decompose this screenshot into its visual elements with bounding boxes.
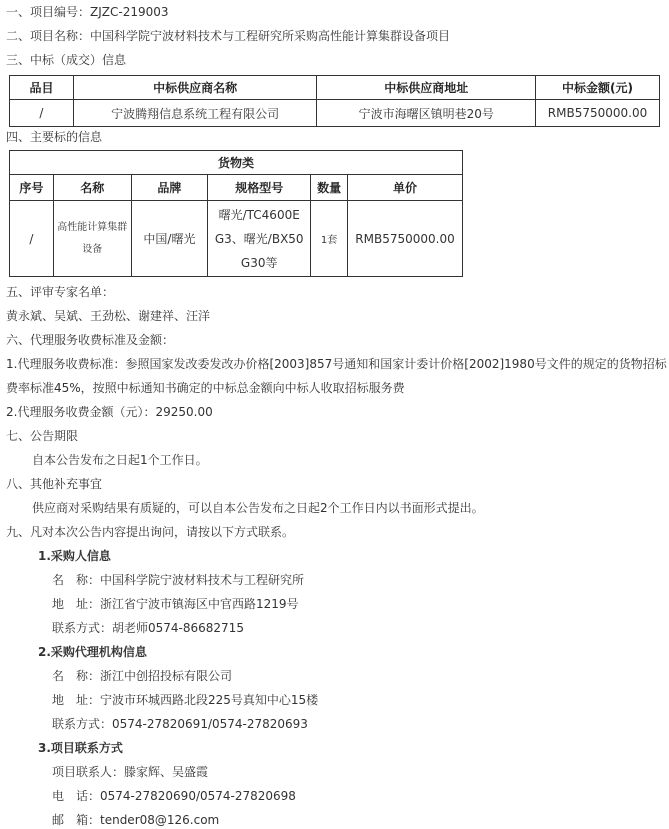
table-row [10, 100, 660, 127]
fee-standard-line2: 费率标准45%，按照中标通知书确定的中标总金额向中标人收取招标服务费 [6, 381, 405, 395]
fee-amount: 2.代理服务收费金额（元）：29250.00 [6, 405, 213, 419]
project-contact-email[interactable]: 邮 箱：tender08@126.com [52, 813, 220, 827]
cell-no: / [10, 201, 54, 277]
header-qty: 数量 [311, 175, 348, 201]
period-text: 自本公告发布之日起1个工作日。 [32, 453, 208, 467]
experts-list: 黄永斌、吴斌、王劲松、谢建祥、汪洋 [6, 309, 211, 323]
header-supplier-address: 中标供应商地址 [317, 76, 536, 100]
table-row [10, 201, 463, 277]
header-spec: 规格型号 [208, 175, 311, 201]
header-price: 单价 [348, 175, 463, 201]
winner-table [9, 75, 660, 127]
buyer-address: 地 址：浙江省宁波市镇海区中官西路1219号 [52, 597, 299, 611]
project-contact-phone: 电 话：0574-27820690/0574-27820698 [52, 789, 296, 803]
section-fee: 六、代理服务收费标准及金额： [6, 333, 175, 347]
cell-price: RMB5750000.00 [348, 201, 463, 277]
section-winner-info: 三、中标（成交）信息 [6, 53, 127, 67]
header-item: 品目 [10, 76, 74, 100]
header-brand: 品牌 [131, 175, 208, 201]
project-contact-title: 3.项目联系方式 [38, 741, 123, 755]
cell-name [53, 201, 131, 277]
header-no: 序号 [10, 175, 54, 201]
header-name: 名称 [53, 175, 131, 201]
cell-brand: 中国/曙光 [131, 201, 208, 277]
agency-address: 地 址：宁波市环城西路北段225号真知中心15楼 [52, 693, 319, 707]
project-name: 二、项目名称：中国科学院宁波材料技术与工程研究所采购高性能计算集群设备项目 [6, 29, 451, 43]
cell-spec-line1: 曙光/TC4600E [218, 207, 300, 222]
other-text: 供应商对采购结果有质疑的，可以自本公告发布之日起2个工作日内以书面形式提出。 [32, 501, 484, 515]
goods-table-caption: 货物类 [10, 151, 463, 175]
buyer-name: 名 称：中国科学院宁波材料技术与工程研究所 [52, 573, 305, 587]
cell-spec-line3: G30等 [240, 255, 278, 270]
cell-amount: RMB5750000.00 [536, 100, 660, 127]
goods-table-header [10, 175, 463, 201]
header-amount: 中标金额(元) [536, 76, 660, 100]
goods-table [9, 150, 463, 277]
cell-supplier-address: 宁波市海曙区镇明巷20号 [317, 100, 536, 127]
cell-spec-line2: G3、曙光/BX50 [214, 231, 304, 246]
cell-supplier-name: 宁波腾翔信息系统工程有限公司 [73, 100, 317, 127]
fee-standard-line1: 1.代理服务收费标准：参照国家发改委发改办价格[2003]857号通知和国家计委计价格[2002]1980号文件的规定的货物招标 [6, 357, 667, 371]
section-other: 八、其他补充事宜 [6, 477, 103, 491]
section-period: 七、公告期限 [6, 429, 79, 443]
section-experts: 五、评审专家名单： [6, 285, 115, 299]
cell-qty: 1套 [311, 201, 348, 277]
header-supplier-name: 中标供应商名称 [73, 76, 317, 100]
cell-name-line1: 高性能计算集群 [57, 221, 128, 233]
agency-info-title: 2.采购代理机构信息 [38, 645, 147, 659]
buyer-contact: 联系方式：胡老师0574-86682715 [52, 621, 244, 635]
cell-name-line2: 设备 [82, 243, 103, 255]
cell-spec [208, 201, 311, 277]
project-contact-person: 项目联系人：滕家辉、吴盛霞 [52, 765, 209, 779]
project-number: 一、项目编号：ZJZC-219003 [6, 5, 169, 19]
section-contact: 九、凡对本次公告内容提出询问，请按以下方式联系。 [6, 525, 295, 539]
cell-item: / [10, 100, 74, 127]
winner-table-header [10, 76, 660, 100]
agency-contact: 联系方式：0574-27820691/0574-27820693 [52, 717, 308, 731]
buyer-info-title: 1.采购人信息 [38, 549, 111, 563]
section-main-info: 四、主要标的信息 [6, 130, 103, 144]
agency-name: 名 称：浙江中创招投标有限公司 [52, 669, 233, 683]
